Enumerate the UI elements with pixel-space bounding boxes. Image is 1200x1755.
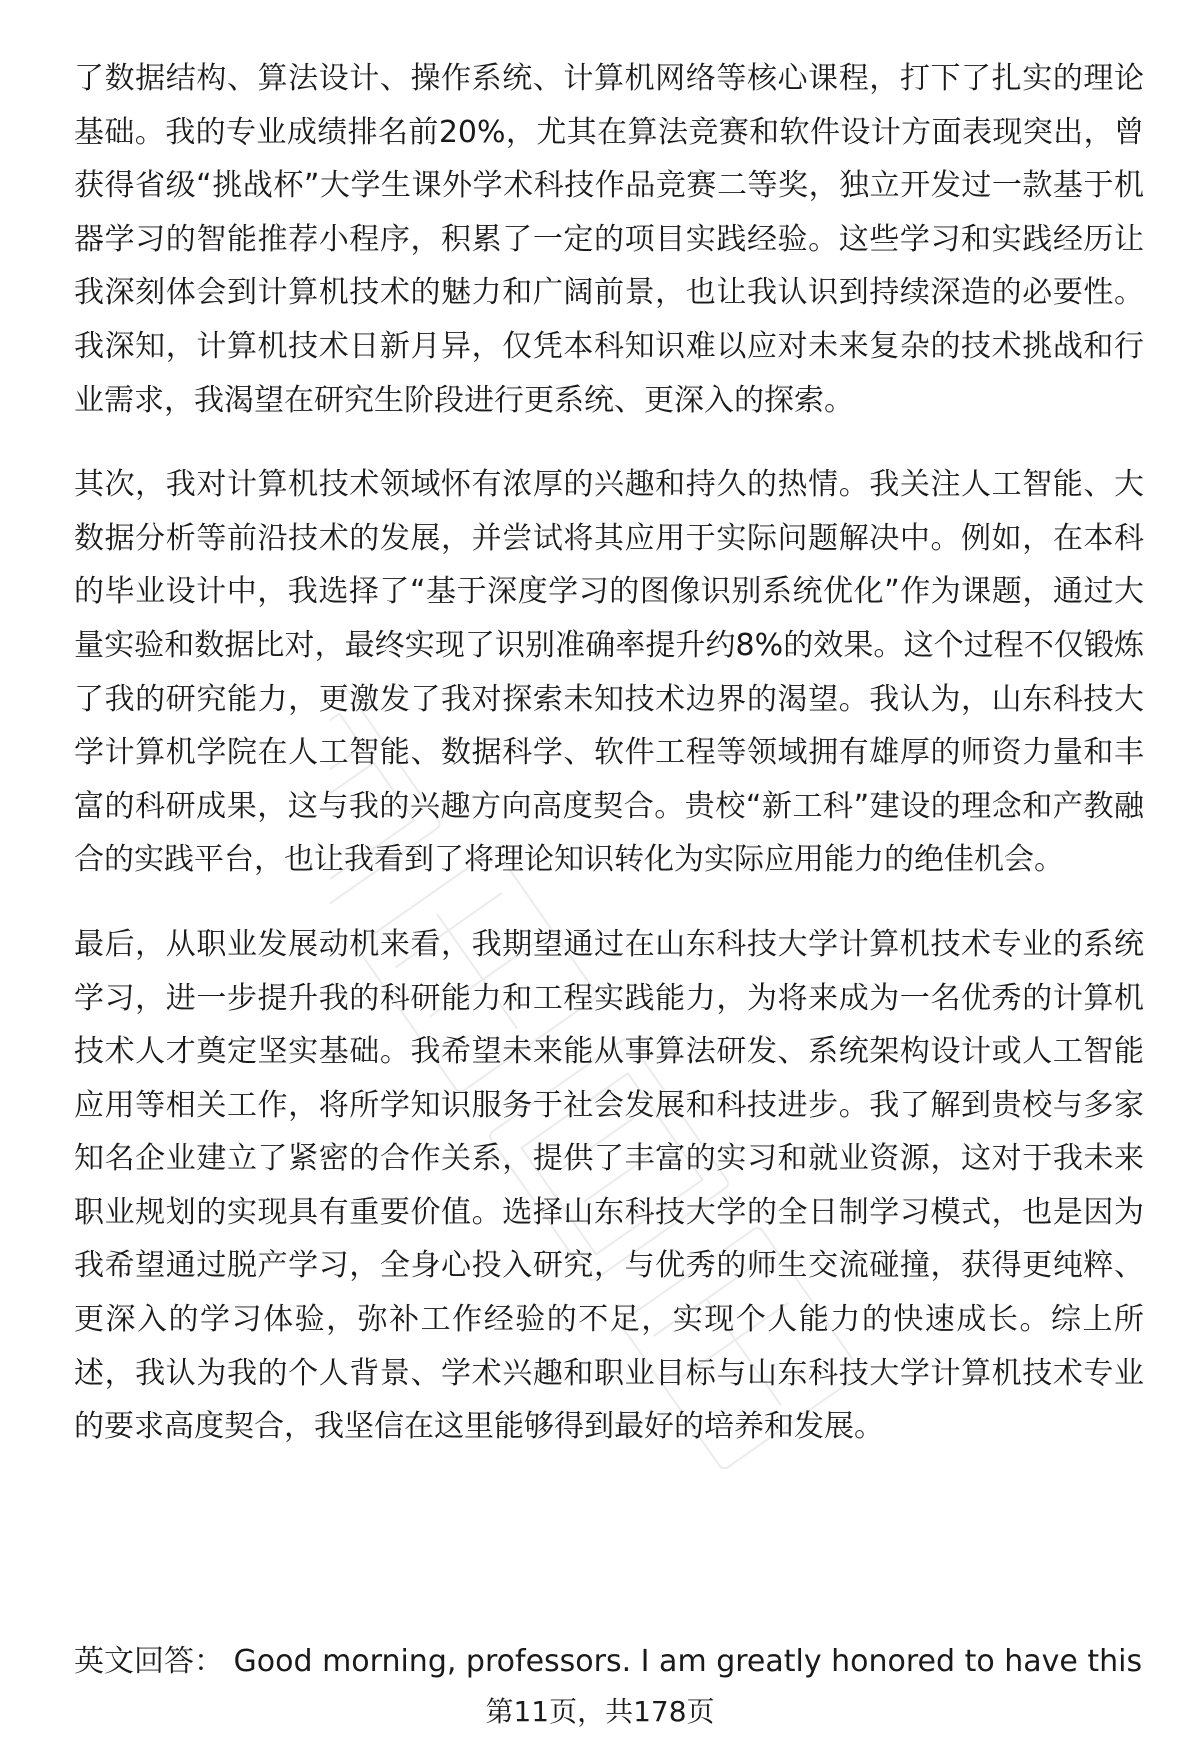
page-number-footer: 第11页，共178页 [485,1695,715,1728]
paragraph-2: 其次，我对计算机技术领域怀有浓厚的兴趣和持久的热情。我关注人工智能、大数据分析等前沿技术的发展，并尝试将其应用于实际问题解决中。例如，在本科的毕业设计中，我选择了“基于深度学习的图像识别系统优化”作为课题，通过大量实验和数据比对，最终实现了识别准确率提升约8%的效果。这个过程不仅锻炼了我的研究能力，更激发了我对探索未知技术边界的渴望。我认为，山东科技大学计算机学院在人工智能、数据科学、软件工程等领域拥有雄厚的师资力量和丰富的科研成果，这与我的兴趣方向高度契合。贵校“新工科”建设的理念和产教融合的实践平台，也让我看到了将理论知识转化为实际应用能力的绝佳机会。 [74,467,1144,878]
paragraph-1: 了数据结构、算法设计、操作系统、计算机网络等核心课程，打下了扎实的理论基础。我的专业成绩排名前20%，尤其在算法竞赛和软件设计方面表现突出，曾获得省级“挑战杯”大学生课外学术科技作品竞赛二等奖，独立开发过一款基于机器学习的智能推荐小程序，积累了一定的项目实践经验。这些学习和实践经历让我深刻体会到计算机技术的魅力和广阔前景，也让我认识到持续深造的必要性。我深知，计算机技术日新月异，仅凭本科知识难以应对未来复杂的技术挑战和行业需求，我渴望在研究生阶段进行更系统、更深入的探索。 [74,61,1144,418]
english-answer-line: 英文回答： Good morning, professors. I am greatly honored to have this [74,1644,1143,1679]
essay-body [74,52,1144,1485]
paragraph-3: 最后，从职业发展动机来看，我期望通过在山东科技大学计算机技术专业的系统学习，进一步提升我的科研能力和工程实践能力，为将来成为一名优秀的计算机技术人才奠定坚实基础。我希望未来能从事算法研发、系统架构设计或人工智能应用等相关工作，将所学知识服务于社会发展和科技进步。我了解到贵校与多家知名企业建立了紧密的合作关系，提供了丰富的实习和就业资源，这对于我未来职业规划的实现具有重要价值。选择山东科技大学的全日制学习模式，也是因为我希望通过脱产学习，全身心投入研究，与优秀的师生交流碰撞，获得更纯粹、更深入的学习体验，弥补工作经验的不足，实现个人能力的快速成长。综上所述，我认为我的个人背景、学术兴趣和职业目标与山东科技大学计算机技术专业的要求高度契合，我坚信在这里能够得到最好的培养和发展。 [74,926,1144,1445]
